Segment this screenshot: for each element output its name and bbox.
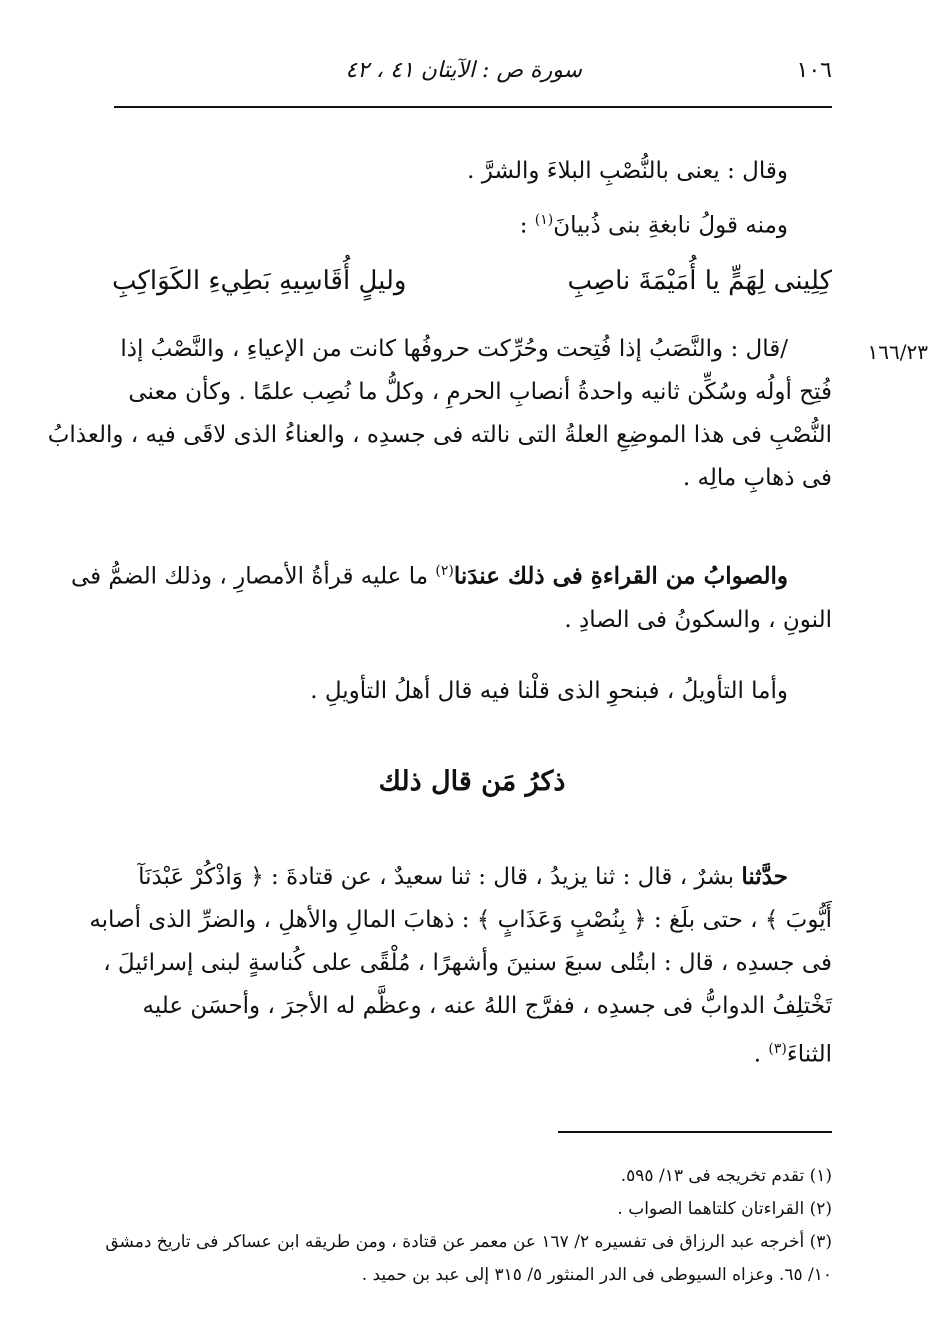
footnote: ١٠/ ٦٥. وعزاه السيوطى فى الدر المنثور ٥/ ٣١٥ إلى عبد بن حميد . <box>361 1265 832 1285</box>
verse-hemistich-1: كِلِينى لِهَمٍّ يا أُمَيْمَةَ ناصِبِ <box>567 266 832 296</box>
text-span: ومنه قولُ نابغةِ بنى ذُبيانَ <box>553 212 788 239</box>
text-line <box>112 1028 832 1077</box>
footnote-rule <box>558 1131 832 1133</box>
text-span: ما عليه قرأةُ الأمصارِ ، وذلك الضمُّ فى <box>70 563 436 590</box>
text-span: الثناءَ <box>786 1041 832 1068</box>
text-line <box>112 855 832 899</box>
text-line <box>112 199 832 248</box>
text-line: فُتِح أولُه وسُكِّن ثانيه واحدةُ أنصابِ الحرمِ ، وكلُّ ما نُصِب علمًا . وكأن معنى <box>128 379 832 405</box>
paragraph-3 <box>70 550 832 642</box>
text-line: أَيُّوبَ ﴾ ، حتى بلَغ : ﴿ بِنُصْبٍ وَعَذَابٍ ﴾ : ذهابَ المالِ والأهلِ ، والضرِّ الذى أصابه <box>89 907 832 933</box>
page-number: ١٠٦ <box>796 58 832 83</box>
text-line: تَخْتلِفُ الدوابُّ فى جسدِه ، ففرَّج اللهُ عنه ، وعظَّم له الأجرَ ، وأحسَن عليه <box>142 993 832 1019</box>
text-line: فى جسدِه ، قال : ابتُلى سبعَ سنينَ وأشهرًا ، مُلْقًى على كُناسةٍ لبنى إسرائيلَ ، <box>103 950 832 976</box>
text-line: وقال : يعنى بالنُّصْبِ البلاءَ والشرَّ . <box>467 158 788 184</box>
text-span: : <box>519 212 535 239</box>
footnote-marker: (٢) <box>435 563 454 579</box>
paragraph-1 <box>112 150 832 248</box>
text-line: النونِ ، والسكونُ فى الصادِ . <box>564 606 832 633</box>
footnotes <box>105 1160 832 1292</box>
poetry-verse <box>112 266 832 312</box>
page-header <box>112 58 832 98</box>
text-line: النُّصْبِ فى هذا الموضِعِ العلةُ التى نالته فى جسدِه ، والعناءُ الذى لاقَى فيه ، والعذابُ <box>47 422 832 448</box>
footnote: (١) تقدم تخريجه فى ١٣/ ٥٩٥. <box>620 1166 832 1186</box>
paragraph-5 <box>89 855 832 1077</box>
verse-hemistich-2: وليلٍ أُقَاسِيهِ بَطِيءِ الكَوَاكِبِ <box>112 266 407 296</box>
text-line: /قال : والنَّصَبُ إذا فُتِحت وحُرِّكت حروفُها كانت من الإعياءِ ، والنَّصْبُ إذا <box>120 336 788 362</box>
footnote: (٣) أخرجه عبد الرزاق فى تفسيره ٢/ ١٦٧ عن معمر عن قتادة ، ومن طريقه ابن عساكر فى تاريخ دمشق <box>105 1232 832 1252</box>
footnote-marker: (١) <box>534 212 554 228</box>
footnote-marker: (٣) <box>768 1041 787 1057</box>
running-title: سورة ص : الآيتان ٤١ ، ٤٢ <box>345 58 582 83</box>
text-line <box>70 550 832 599</box>
section-heading: ذكرُ مَن قال ذلك <box>378 766 566 797</box>
bold-lead: حدَّثنا <box>741 863 788 890</box>
bold-lead: والصوابُ من القراءةِ فى ذلك عندَنا <box>453 562 788 590</box>
text-span: . <box>753 1041 769 1068</box>
text-line: فى ذهابِ مالِه . <box>682 465 832 491</box>
text-span: بشرٌ ، قال : ثنا يزيدُ ، قال : ثنا سعيدٌ ، عن قتادةَ : ﴿ وَاذْكُرْ عَبْدَنَآ <box>138 864 742 890</box>
header-rule <box>114 106 832 108</box>
margin-reference: ١٦٦/٢٣ <box>867 340 928 364</box>
paragraph-4 <box>112 670 832 713</box>
text-line: وأما التأويلُ ، فبنحوِ الذى قلْنا فيه قال أهلُ التأويلِ . <box>310 678 788 704</box>
footnote: (٢) القراءتان كلتاهما الصواب . <box>617 1199 832 1219</box>
paragraph-2 <box>47 328 832 500</box>
